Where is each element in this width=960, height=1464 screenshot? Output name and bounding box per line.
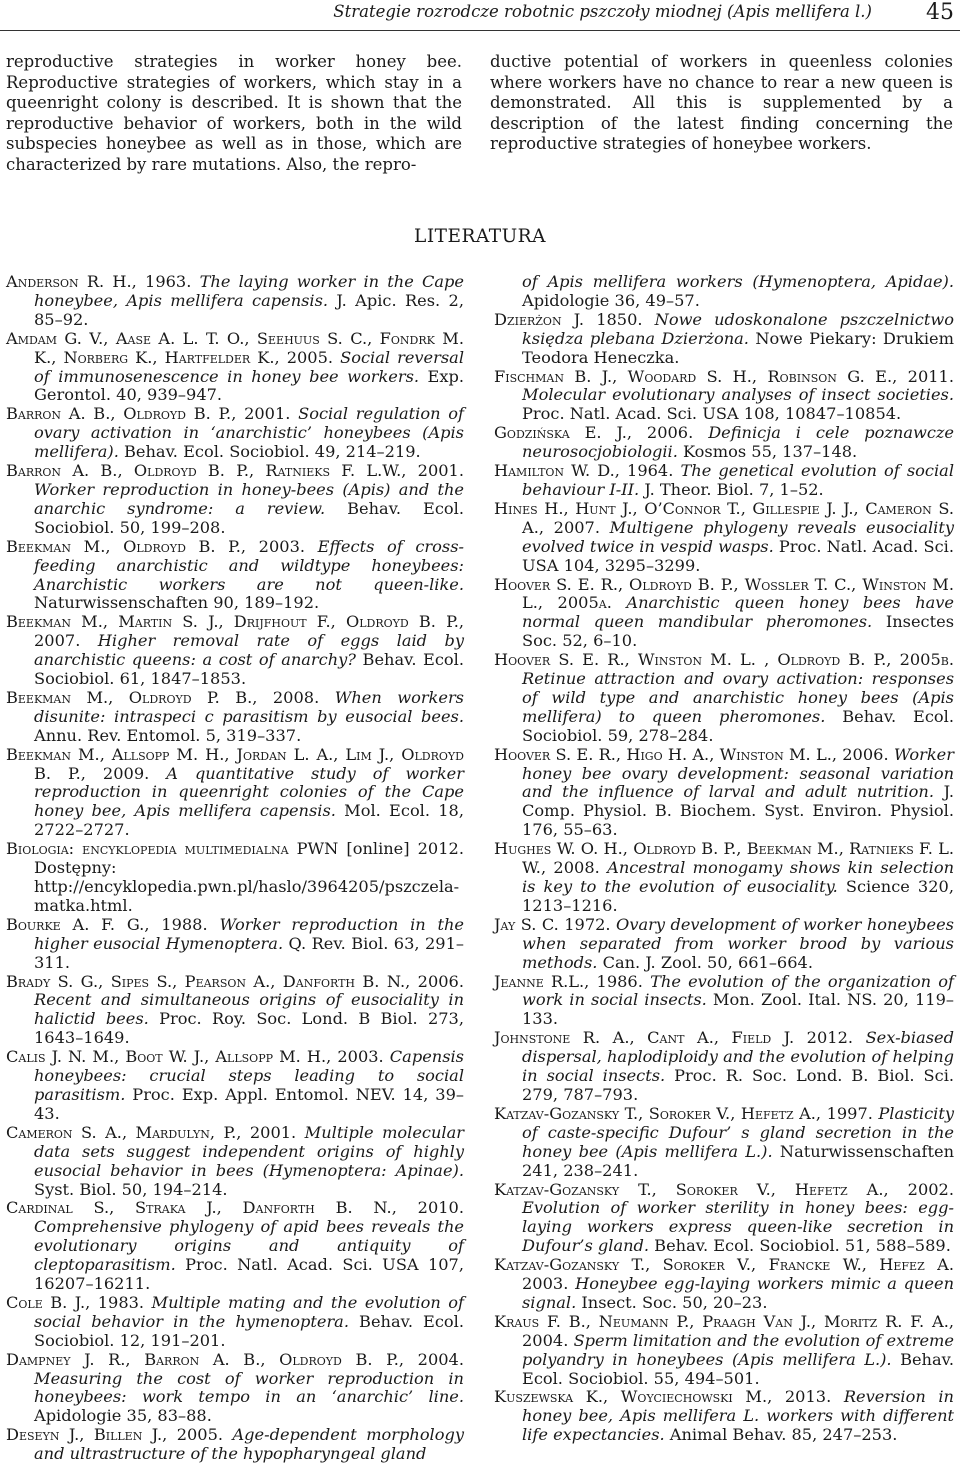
reference-entry (6, 330, 464, 406)
reference-authors: Godzińska E. J., 2006. (494, 423, 709, 443)
reference-title: Effects of cross-feeding anarchistic and wildtype honeybees: Anarchistic workers are not queen-like. (34, 536, 464, 594)
reference-entry (494, 746, 954, 841)
reference-source: Behav. Ecol. Sociobiol. 12, 191–201. (34, 1311, 464, 1350)
reference-source: Behav. Ecol. Sociobiol. 55, 494–501. (522, 1349, 954, 1388)
reference-title: Multigene phylogeny reveals eusociality evolved twice in vespid wasps. (522, 517, 954, 556)
reference-title: Social regulation of ovary activation in ‘anarchistic’ honeybees (Apis mellifera). (34, 404, 464, 462)
reference-authors: Amdam G. V., Aase A. L. T. O., Seehuus S. C., Fondrk M. K., Norberg K., Hartfelder K., 2005. (6, 328, 464, 367)
reference-authors: Hoover S. E. R., Oldroyd B. P., Wossler T. C., Winston M. L., 2005a. (494, 574, 954, 613)
reference-source: Behav. Ecol. Sociobiol. 49, 214–219. (118, 442, 421, 462)
reference-source: Behav. Ecol. Sociobiol. 59, 278–284. (522, 706, 955, 745)
reference-authors: Katzav-Gozansky T., Soroker V., Hefetz A., 1997. (494, 1103, 879, 1123)
reference-entry (6, 1351, 464, 1427)
reference-authors: Cameron S. A., Mardulyn, P., 2001. (6, 1122, 305, 1142)
reference-entry (494, 1256, 954, 1313)
reference-source: Insect. Soc. 50, 20–23. (576, 1292, 768, 1312)
reference-entry (494, 462, 954, 500)
reference-entry (6, 916, 464, 973)
reference-source: Apidologie 35, 83–88. (34, 1406, 212, 1426)
reference-entry (494, 424, 954, 462)
reference-authors: Johnstone R. A., Cant A., Field J. 2012. (494, 1028, 866, 1048)
reference-entry (6, 973, 464, 1049)
reference-source: Proc. Natl. Acad. Sci. USA 104, 3295–3299. (522, 536, 954, 575)
reference-title: Multiple mating and the evolution of social behavior in the hymenoptera. (34, 1292, 464, 1331)
reference-entry (494, 1029, 954, 1105)
reference-authors: Barron A. B., Oldroyd B. P., Ratnieks F. L.W., 2001. (6, 461, 464, 481)
reference-entry (494, 840, 954, 916)
reference-authors: Cardinal S., Straka J., Danforth B. N., 2010. (6, 1198, 464, 1218)
reference-title: Molecular evolutionary analyses of insect societies. (522, 385, 954, 405)
reference-title: Recent and simultaneous origins of eusociality in halictid bees. (34, 990, 464, 1029)
reference-title: The laying worker in the Cape honeybee, Apis mellifera capensis. (34, 272, 464, 310)
reference-list-right (494, 273, 954, 1445)
reference-source: Apidologie 36, 49–57. (522, 290, 700, 310)
reference-title: of Apis mellifera workers (Hymenoptera, Apidae). (522, 272, 954, 291)
reference-authors: Hamilton W. D., 1964. (494, 461, 681, 481)
reference-authors: Jeanne R.L., 1986. (494, 971, 651, 991)
reference-title: Multiple molecular data sets suggest independent origins of highly eusocial behavior in bees (Hymenoptera: Apinae). (34, 1122, 464, 1180)
reference-entry (494, 500, 954, 576)
reference-title: Nowe udoskonalone pszczelnictwo księdza plebana Dzierżona. (522, 309, 954, 348)
reference-entry (6, 273, 464, 330)
reference-entry (6, 1199, 464, 1294)
reference-authors: Beekman M., Allsopp M. H., Jordan L. A., Lim J., Oldroyd B. P., 2009. (6, 744, 464, 783)
reference-entry (6, 1124, 464, 1200)
reference-title: Evolution of worker sterility in honey bees: egg-laying workers express queen-like secretion in Dufour’s gland. (522, 1198, 954, 1256)
reference-authors: Anderson R. H., 1963. (6, 272, 200, 291)
reference-source: Can. J. Zool. 50, 661–664. (597, 952, 813, 972)
reference-source: Syst. Biol. 50, 194–214. (34, 1179, 228, 1199)
reference-authors: Hoover S. E. R., Higo H. A., Winston M. L., 2006. (494, 744, 894, 764)
reference-authors: Beekman M., Oldroyd B. P., 2003. (6, 536, 318, 556)
reference-source: Naturwissenschaften 90, 189–192. (34, 593, 320, 613)
reference-title: Honeybee egg-laying workers mimic a queen signal. (522, 1274, 954, 1312)
reference-title: Definicja i cele poznawcze neurosocjobiologii. (522, 423, 954, 462)
reference-entry (494, 651, 954, 746)
reference-list-left (6, 273, 464, 1464)
reference-entry (494, 1105, 954, 1181)
reference-authors: Brady S. G., Sipes S., Pearson A., Danforth B. N., 2006. (6, 971, 464, 991)
reference-source: PWN [online] 2012. Dostępny: http://encyklopedia.pwn.pl/haslo/3964205/pszczela-matka.html. (34, 839, 464, 915)
reference-authors: Deseyn J., Billen J., 2005. (6, 1425, 233, 1445)
reference-source: Nowe Piekary: Drukiem Teodora Heneczka. (522, 328, 954, 367)
reference-entry (6, 689, 464, 746)
reference-source: J. Apic. Res. 2, 85–92. (34, 290, 464, 329)
reference-entry (494, 273, 954, 311)
reference-source: Behav. Ecol. Sociobiol. 50, 199–208. (34, 498, 464, 537)
reference-entry (6, 462, 464, 538)
reference-title: Worker reproduction in the higher eusocial Hymenoptera. (34, 914, 464, 953)
reference-title: Higher removal rate of eggs laid by anarchistic queens: a cost of anarchy? (34, 631, 464, 670)
reference-authors: Hughes W. O. H., Oldroyd B. P., Beekman M., Ratnieks F. L. W., 2008. (494, 839, 954, 878)
reference-authors: Bourke A. F. G., 1988. (6, 914, 220, 934)
reference-authors: Kuszewska K., Woyciechowski M., 2013. (494, 1387, 844, 1407)
reference-source: Behav. Ecol. Sociobiol. 51, 588–589. (649, 1236, 951, 1256)
reference-source: Proc. Natl. Acad. Sci. USA 107, 16207–16211. (34, 1255, 464, 1294)
reference-title: A quantitative study of worker reproduction in queenright colonies of the Cape honey bee, Apis mellifera capensis. (34, 763, 464, 821)
summary-column-right: ductive potential of workers in queenless colonies where workers have no chance to rear a new queen is demonstrated. All this is supplemented by a description of the latest finding concerning the reproductive strategies of honeybee workers. (490, 52, 953, 153)
reference-title: Age-dependent morphology and ultrastructure of the hypopharyngeal gland (34, 1425, 464, 1464)
reference-title: Measuring the cost of worker reproduction in honeybees: work tempo in an ‘anarchic’ line. (34, 1368, 464, 1407)
reference-title: Plasticity of caste-specific Dufour’ s gland secretion in the honey bee (Apis mellifera L.). (522, 1103, 954, 1161)
running-title: Strategie rozrodcze robotnic pszczoły miodnej (Apis mellifera l.) (333, 2, 872, 21)
reference-entry (6, 1048, 464, 1124)
reference-authors: Fischman B. J., Woodard S. H., Robinson G. E., 2011. (494, 366, 954, 386)
running-header (0, 0, 960, 34)
reference-source: Animal Behav. 85, 247–253. (664, 1425, 898, 1445)
reference-source: Mon. Zool. Ital. NS. 20, 119–133. (522, 990, 954, 1029)
reference-authors: Dampney J. R., Barron A. B., Oldroyd B. P., 2004. (6, 1349, 464, 1369)
reference-source: J. Theor. Biol. 7, 1–52. (639, 479, 824, 499)
reference-entry (494, 576, 954, 652)
reference-authors: Jay S. C. 1972. (494, 914, 617, 934)
reference-authors: Biologia: encyklopedia multimedialna (6, 839, 297, 859)
reference-source: Naturwissenschaften 241, 238–241. (522, 1141, 954, 1180)
reference-title: Anarchistic queen honey bees have normal queen mandibular pheromones. (522, 593, 954, 632)
reference-title: Ancestral monogamy shows kin selection is key to the evolution of eusociality. (522, 858, 954, 896)
reference-authors: Barron A. B., Oldroyd B. P., 2001. (6, 404, 299, 424)
reference-authors: Calis J. N. M., Boot W. J., Allsopp M. H., 2003. (6, 1047, 390, 1067)
section-heading: LITERATURA (414, 226, 546, 247)
reference-entry (494, 1313, 954, 1389)
reference-source: Science 320, 1213–1216. (522, 877, 954, 915)
reference-entry (494, 311, 954, 368)
reference-title: When workers disunite: intraspeci c parasitism by eusocial bees. (34, 687, 464, 726)
reference-entry (6, 840, 464, 916)
reference-entry (6, 746, 464, 841)
reference-source: Exp. Gerontol. 40, 939–947. (34, 366, 464, 405)
reference-title: Comprehensive phylogeny of apid bees reveals the evolutionary origins and antiquity of cleptoparasitism. (34, 1217, 464, 1275)
reference-source: Proc. Natl. Acad. Sci. USA 108, 10847–10854. (522, 404, 902, 424)
summary-column-left: reproductive strategies in worker honey bee. Reproductive strategies of workers, which stay in a queenright colony is described. It is shown that the reproductive behavior of workers, both in the wild subspecies honeybee as well as in those, which are characterized by rare mutations. Also, the repro- (6, 52, 462, 174)
reference-title: The genetical evolution of social behaviour I-II. (522, 461, 954, 499)
reference-title: The evolution of the organization of work in social insects. (522, 971, 954, 1010)
reference-title: Capensis honeybees: crucial steps leading to social parasitism. (34, 1047, 464, 1104)
reference-source: Proc. R. Soc. Lond. B. Biol. Sci. 279, 787–793. (522, 1066, 955, 1104)
reference-authors: Beekman M., Martin S. J., Drijfhout F., Oldroyd B. P., 2007. (6, 612, 464, 651)
reference-source: Kosmos 55, 137–148. (677, 442, 858, 462)
reference-source: Proc. Exp. Appl. Entomol. NEV. 14, 39–43. (34, 1084, 464, 1123)
reference-authors: Dzierżon J. 1850. (494, 309, 655, 329)
reference-source: Proc. Roy. Soc. Lond. B Biol. 273, 1643–1649. (34, 1009, 465, 1048)
reference-authors: Hines H., Hunt J., O’Connor T., Gillespie J. J., Cameron S. A., 2007. (494, 498, 954, 537)
reference-entry (6, 405, 464, 462)
reference-authors: Katzav-Gozansky T., Soroker V., Francke W., Hefez A. 2003. (494, 1255, 954, 1294)
reference-entry (6, 1426, 464, 1464)
reference-source: J. Comp. Physiol. B. Biochem. Syst. Environ. Physiol. 176, 55–63. (522, 782, 954, 840)
reference-title: Worker reproduction in honey-bees (Apis) and the anarchic syndrome: a review. (34, 479, 464, 518)
reference-source: Insectes Soc. 52, 6–10. (522, 612, 954, 651)
reference-title: Reversion in honey bee, Apis mellifera L. workers with different life expectancies. (522, 1387, 954, 1445)
header-rule (0, 30, 960, 31)
reference-title: Worker honey bee ovary development: seasonal variation and the influence of larval and adult nutrition. (522, 744, 954, 802)
reference-authors: Kraus F. B., Neumann P., Praagh Van J., Moritz R. F. A., 2004. (494, 1311, 954, 1350)
reference-authors: Beekman M., Oldroyd P. B., 2008. (6, 687, 335, 707)
reference-source: Behav. Ecol. Sociobiol. 61, 1847–1853. (34, 650, 464, 689)
reference-entry (6, 538, 464, 614)
page-number: 45 (926, 0, 954, 25)
reference-title: Sex-biased dispersal, haplodiploidy and the evolution of helping in social insects. (522, 1028, 954, 1086)
reference-entry (494, 916, 954, 973)
reference-authors: Katzav-Gozansky T., Soroker V., Hefetz A., 2002. (494, 1179, 954, 1199)
reference-title: Ovary development of worker honeybees when separated from worker brood by various methods. (522, 914, 954, 972)
reference-title: Sperm limitation and the evolution of extreme polyandry in honeybees (Apis mellifera L.). (522, 1330, 954, 1369)
reference-entry (6, 613, 464, 689)
reference-entry (494, 1388, 954, 1445)
reference-entry (494, 973, 954, 1030)
reference-source: Annu. Rev. Entomol. 5, 319–337. (34, 725, 302, 745)
reference-source: Q. Rev. Biol. 63, 291–311. (34, 933, 464, 972)
reference-authors: Hoover S. E. R., Winston M. L. , Oldroyd B. P., 2005b. (494, 650, 954, 670)
reference-title: Social reversal of immunosenescence in honey bee workers. (34, 347, 464, 386)
reference-authors: Cole B. J., 1983. (6, 1292, 152, 1312)
reference-source: Mol. Ecol. 18, 2722–2727. (34, 801, 464, 840)
reference-entry (6, 1294, 464, 1351)
reference-title: Retinue attraction and ovary activation: responses of wild type and anarchistic honey bees (Apis mellifera) to queen pheromones. (522, 669, 954, 726)
reference-entry (494, 368, 954, 425)
reference-entry (494, 1181, 954, 1257)
